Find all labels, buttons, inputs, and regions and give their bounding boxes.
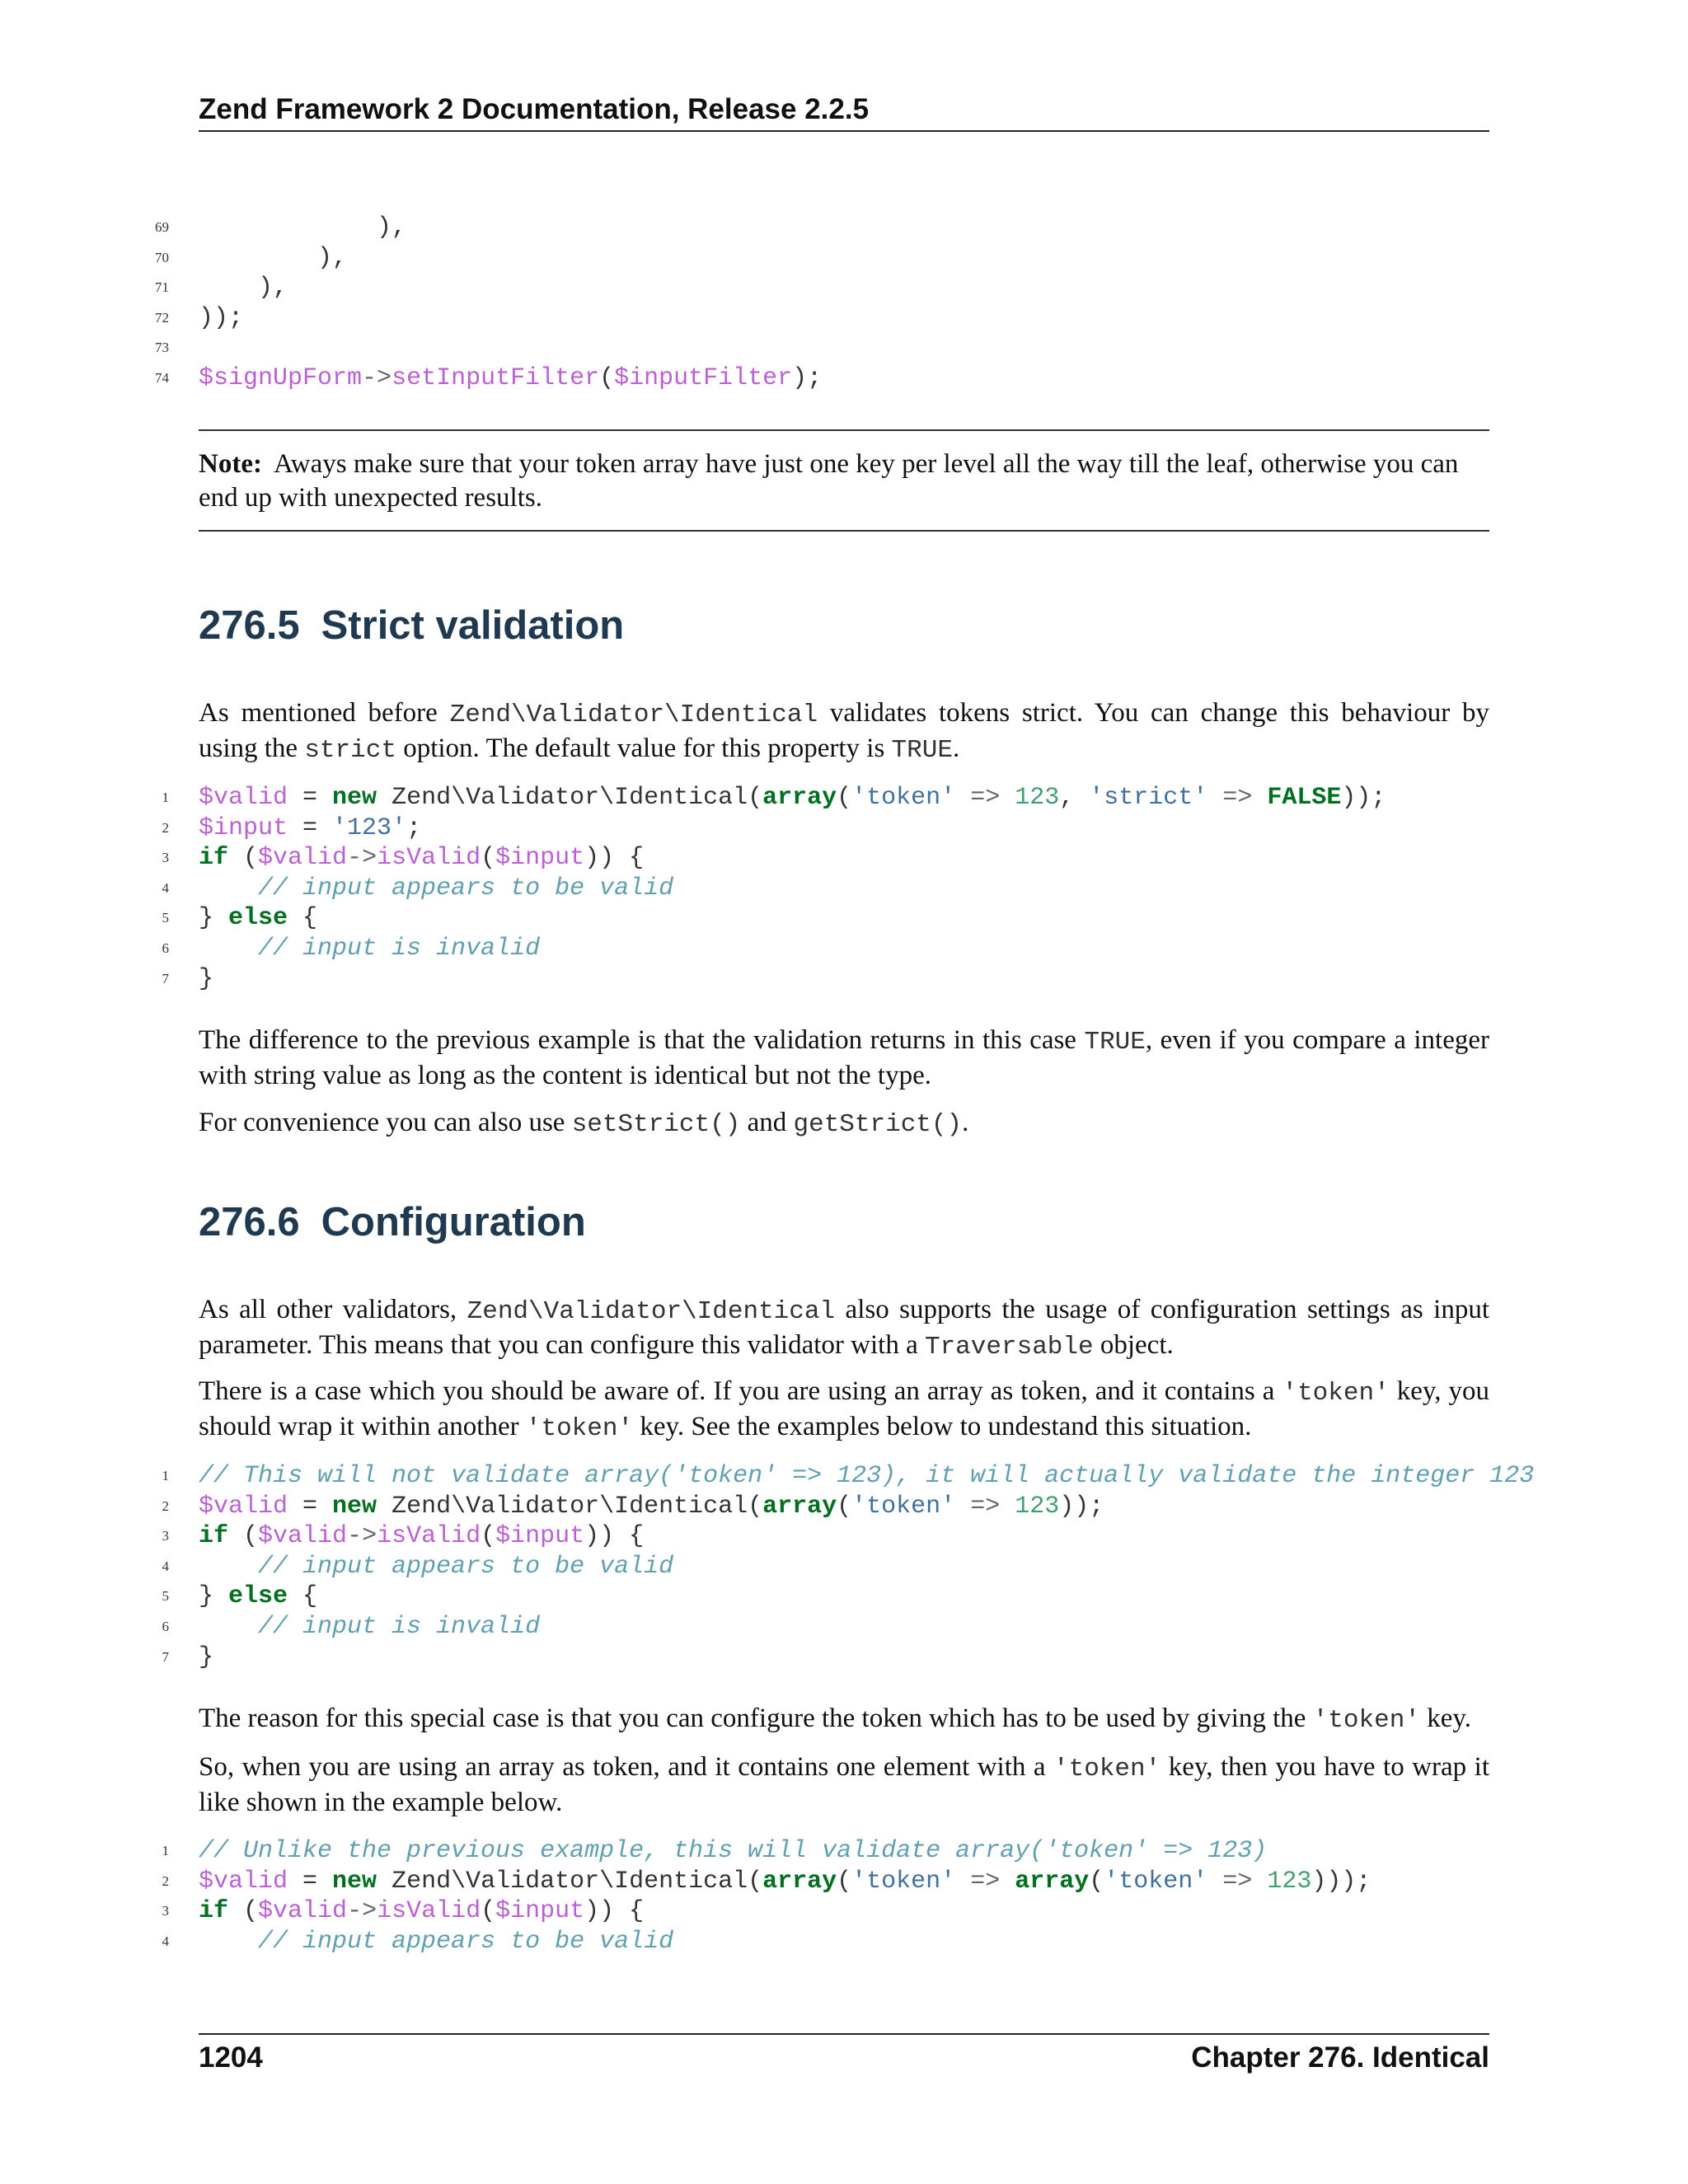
note-text: Aways make sure that your token array have just one key per level all the way till the leaf, otherwise you can end up with unexpected results. (199, 449, 1459, 513)
line-number: 2 (162, 1872, 169, 1889)
inline-code: 'token' (1282, 1379, 1390, 1408)
section-title: Configuration (321, 1200, 586, 1244)
code-text: // This will not validate array('token' => 123), it will actually validate the integer 123 (199, 1462, 1535, 1490)
paragraph-strict-difference: The difference to the previous example is that the validation returns in this case TRUE, even if you compare a integer with string value as long as the content is identical but not the type. (199, 1025, 1489, 1090)
code-text: if ($valid->isValid($input)) { (199, 844, 645, 873)
code-block-strict (0, 783, 1688, 994)
code-line (0, 303, 1688, 334)
code-text: $valid = new Zend\Validator\Identical(array('token' => 123, 'strict' => FALSE)); (199, 784, 1386, 812)
code-text: } (199, 1643, 214, 1671)
line-number: 72 (155, 309, 169, 326)
inline-code: TRUE (891, 736, 953, 765)
inline-code: getStrict() (793, 1110, 963, 1139)
line-number: 4 (162, 879, 169, 896)
line-number: 1 (162, 790, 169, 805)
code-text: // input appears to be valid (258, 1552, 674, 1581)
line-number: 73 (155, 340, 169, 356)
paragraph-strict-convenience: For convenience you can also use setStrict() and getStrict(). (199, 1108, 969, 1139)
code-line (0, 1896, 1688, 1927)
code-line (0, 903, 1688, 934)
line-number: 4 (162, 1558, 169, 1574)
chapter-title: Chapter 276. Identical (1191, 2041, 1489, 2074)
code-text: // input is invalid (258, 934, 541, 963)
line-number: 1 (162, 1468, 169, 1483)
line-number: 6 (162, 1618, 169, 1634)
code-line (0, 813, 1688, 844)
line-number: 2 (162, 819, 169, 836)
code-line (0, 783, 1688, 813)
paragraph-config-wrap: So, when you are using an array as token, and it contains one element with a 'token' key, then you have to wrap it like shown in the example below. (199, 1752, 1489, 1817)
page-footer (199, 2033, 1489, 2074)
inline-code: Zend\Validator\Identical (449, 701, 818, 729)
line-number: 7 (162, 1648, 169, 1665)
line-number: 71 (155, 279, 169, 296)
section-title: Strict validation (321, 603, 625, 648)
paragraph-config-case: There is a case which you should be aware of. If you are using an array as token, and it contains a 'token' key, you should wrap it within another 'token' key. See the examples below to undestand this situation. (199, 1376, 1489, 1443)
code-line (0, 934, 1688, 964)
code-line (0, 1461, 1688, 1492)
code-text: // input appears to be valid (258, 1927, 674, 1956)
line-number: 5 (162, 1588, 169, 1605)
running-header: Zend Framework 2 Documentation, Release 2.2.5 (199, 92, 1489, 132)
inline-code: TRUE (1084, 1028, 1146, 1057)
section-number: 276.6 (199, 1200, 300, 1244)
inline-code: 'token' (525, 1414, 634, 1443)
paragraph-config-intro: As all other validators, Zend\Validator\Identical also supports the usage of configuration settings as input parameter. This means that you can configure this validator with a Traversable object. (199, 1295, 1489, 1361)
code-text: if ($valid->isValid($input)) { (199, 1897, 645, 1926)
line-number: 74 (155, 369, 169, 386)
line-number: 69 (155, 219, 169, 235)
code-line (0, 843, 1688, 874)
code-text: $input = '123'; (199, 813, 422, 842)
code-block-config-2 (0, 1836, 1688, 1957)
line-number: 6 (162, 940, 169, 956)
code-text: } (199, 964, 214, 993)
code-line (0, 243, 1688, 274)
code-line (0, 964, 1688, 995)
code-line (0, 1612, 1688, 1643)
code-line (0, 1492, 1688, 1522)
line-number: 1 (162, 1843, 169, 1858)
note-label: Note: (199, 449, 262, 479)
section-heading-configuration (199, 1199, 586, 1245)
inline-code: setStrict() (571, 1110, 741, 1139)
code-text: // input appears to be valid (258, 874, 674, 902)
code-text: // input is invalid (258, 1612, 541, 1641)
page-number: 1204 (199, 2041, 263, 2074)
line-number: 4 (162, 1933, 169, 1949)
code-line (0, 363, 1688, 394)
code-line (0, 1927, 1688, 1957)
code-line (0, 1643, 1688, 1673)
code-line (0, 1836, 1688, 1867)
code-line (0, 273, 1688, 303)
paragraph-strict-intro: As mentioned before Zend\Validator\Identical validates tokens strict. You can change this behaviour by using the strict option. The default value for this property is TRUE. (199, 698, 1489, 765)
code-line (0, 1552, 1688, 1582)
line-number: 7 (162, 970, 169, 987)
code-block-config-1 (0, 1461, 1688, 1672)
inline-code: Traversable (924, 1333, 1094, 1361)
line-number: 5 (162, 910, 169, 926)
code-text: $signUpForm->setInputFilter($inputFilter); (199, 363, 823, 392)
code-text: } else { (199, 1582, 318, 1611)
code-text: } else { (199, 904, 318, 933)
code-line (0, 874, 1688, 904)
line-number: 3 (162, 1903, 169, 1919)
line-number: 2 (162, 1497, 169, 1514)
line-number: 70 (155, 249, 169, 265)
code-text: ), (199, 243, 348, 272)
section-heading-strict-validation (199, 602, 624, 649)
inline-code: 'token' (1312, 1706, 1420, 1735)
paragraph-config-reason: The reason for this special case is that you can configure the token which has to be used by giving the 'token' key. (199, 1704, 1471, 1735)
code-text: ), (199, 213, 407, 241)
code-block-top (0, 213, 1688, 394)
code-text: )); (199, 303, 244, 332)
code-line (0, 1521, 1688, 1552)
code-text: ), (199, 274, 288, 302)
code-line (0, 333, 1688, 363)
inline-code: Zend\Validator\Identical (467, 1297, 836, 1326)
section-number: 276.5 (199, 603, 300, 648)
inline-code: 'token' (1053, 1755, 1161, 1783)
line-number: 3 (162, 1528, 169, 1544)
code-text: // Unlike the previous example, this will validate array('token' => 123) (199, 1837, 1268, 1865)
code-text: $valid = new Zend\Validator\Identical(array('token' => 123)); (199, 1492, 1104, 1521)
code-text: if ($valid->isValid($input)) { (199, 1522, 645, 1551)
code-line (0, 1867, 1688, 1897)
inline-code: strict (304, 736, 396, 765)
line-number: 3 (162, 850, 169, 866)
note-box (199, 429, 1489, 532)
code-text: $valid = new Zend\Validator\Identical(array('token' => array('token' => 123))); (199, 1867, 1372, 1896)
code-line (0, 1582, 1688, 1612)
code-line (0, 213, 1688, 243)
